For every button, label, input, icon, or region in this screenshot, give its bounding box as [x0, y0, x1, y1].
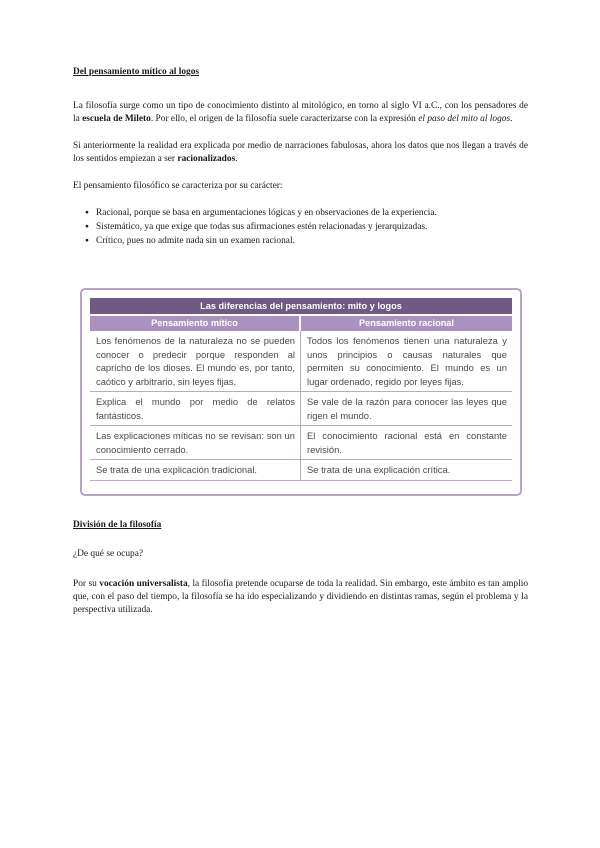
table-header-row [90, 316, 512, 331]
table-title: Las diferencias del pensamiento: mito y logos [90, 298, 512, 314]
list-item: ● Sistemático, ya que exige que todas sus afirmaciones estén relacionadas y jerarquizadas. [73, 220, 528, 234]
column-header-racional: Pensamiento racional [301, 316, 512, 331]
paragraph-rationalization [73, 140, 528, 166]
table-cell: Los fenómenos de la naturaleza no se pueden conocer o predecir porque responden al capricho de los dioses. El mundo es, por tanto, caótico y arbitrario, sin leyes fijas. [90, 331, 301, 391]
bold-term: racionalizados [177, 154, 236, 164]
table-cell: Se vale de la razón para conocer las leyes que rigen el mundo. [307, 396, 507, 421]
section-mito-logos [73, 66, 528, 248]
text-run: La filosofía surge como un tipo de conocimiento distinto al mitológico, en torno al siglo VI a.C., con los pensadores de la [73, 101, 528, 124]
list-item: ● Crítico, pues no admite nada sin un examen racional. [73, 234, 528, 248]
table-cell: Se trata de una explicación tradicional. [90, 460, 301, 480]
text-run: . [235, 154, 238, 164]
table-cell: Explica el mundo por medio de relatos fantásticos. [90, 392, 301, 425]
paragraph-universalism [73, 578, 528, 617]
table-row [90, 426, 512, 460]
question-line: ¿De qué se ocupa? [73, 549, 144, 559]
italic-term: el paso del mito al logos [418, 114, 511, 124]
column-header-mitico: Pensamiento mítico [90, 316, 301, 331]
comparison-table [90, 298, 512, 481]
comparison-table-panel [80, 288, 522, 496]
text-run: Si anteriormente la realidad era explicada por medio de narraciones fabulosas, ahora los datos que nos llegan a través de los sentidos empiezan a ser [73, 141, 528, 164]
text-run: . Por ello, el origen de la filosofía suele caracterizarse con la expresión [150, 114, 419, 124]
bold-term: escuela de Mileto [82, 114, 151, 124]
section-division-filosofia [73, 519, 528, 617]
table-cell: Se trata de una explicación crítica. [307, 464, 451, 475]
table-cell: Todos los fenómenos tienen una naturaleza y unos principios o causas naturales que permiten su conocimiento. El mundo es un lugar ordenado, regido por leyes fijas. [307, 335, 507, 387]
text-run: Por su [73, 579, 100, 589]
section-heading: División de la filosofía [73, 520, 162, 530]
list-item: ● Racional, porque se basa en argumentaciones lógicas y en observaciones de la experiencia. [73, 206, 528, 220]
table-cell: El conocimiento racional está en constante revisión. [307, 430, 507, 455]
paragraph-characteristics-intro: El pensamiento filosófico se caracteriza por su carácter: [73, 181, 283, 191]
table-row [90, 392, 512, 426]
table-cell: Las explicaciones míticas no se revisan: son un conocimiento cerrado. [90, 426, 301, 459]
characteristics-list [73, 206, 528, 248]
table-row [90, 331, 512, 392]
bold-term: vocación universalista [99, 579, 188, 589]
section-heading: Del pensamiento mítico al logos [73, 67, 200, 77]
text-run: , la filosofía pretende ocuparse de toda la realidad. Sin embargo, este ámbito es tan amplio que, con el paso del tiempo, la filosofía se ha ido especializando y dividiendo en distintas ramas, según el problema y la perspectiva utilizada. [73, 579, 529, 615]
paragraph-origin [73, 100, 528, 126]
table-row [90, 460, 512, 481]
text-run: . [510, 114, 513, 124]
